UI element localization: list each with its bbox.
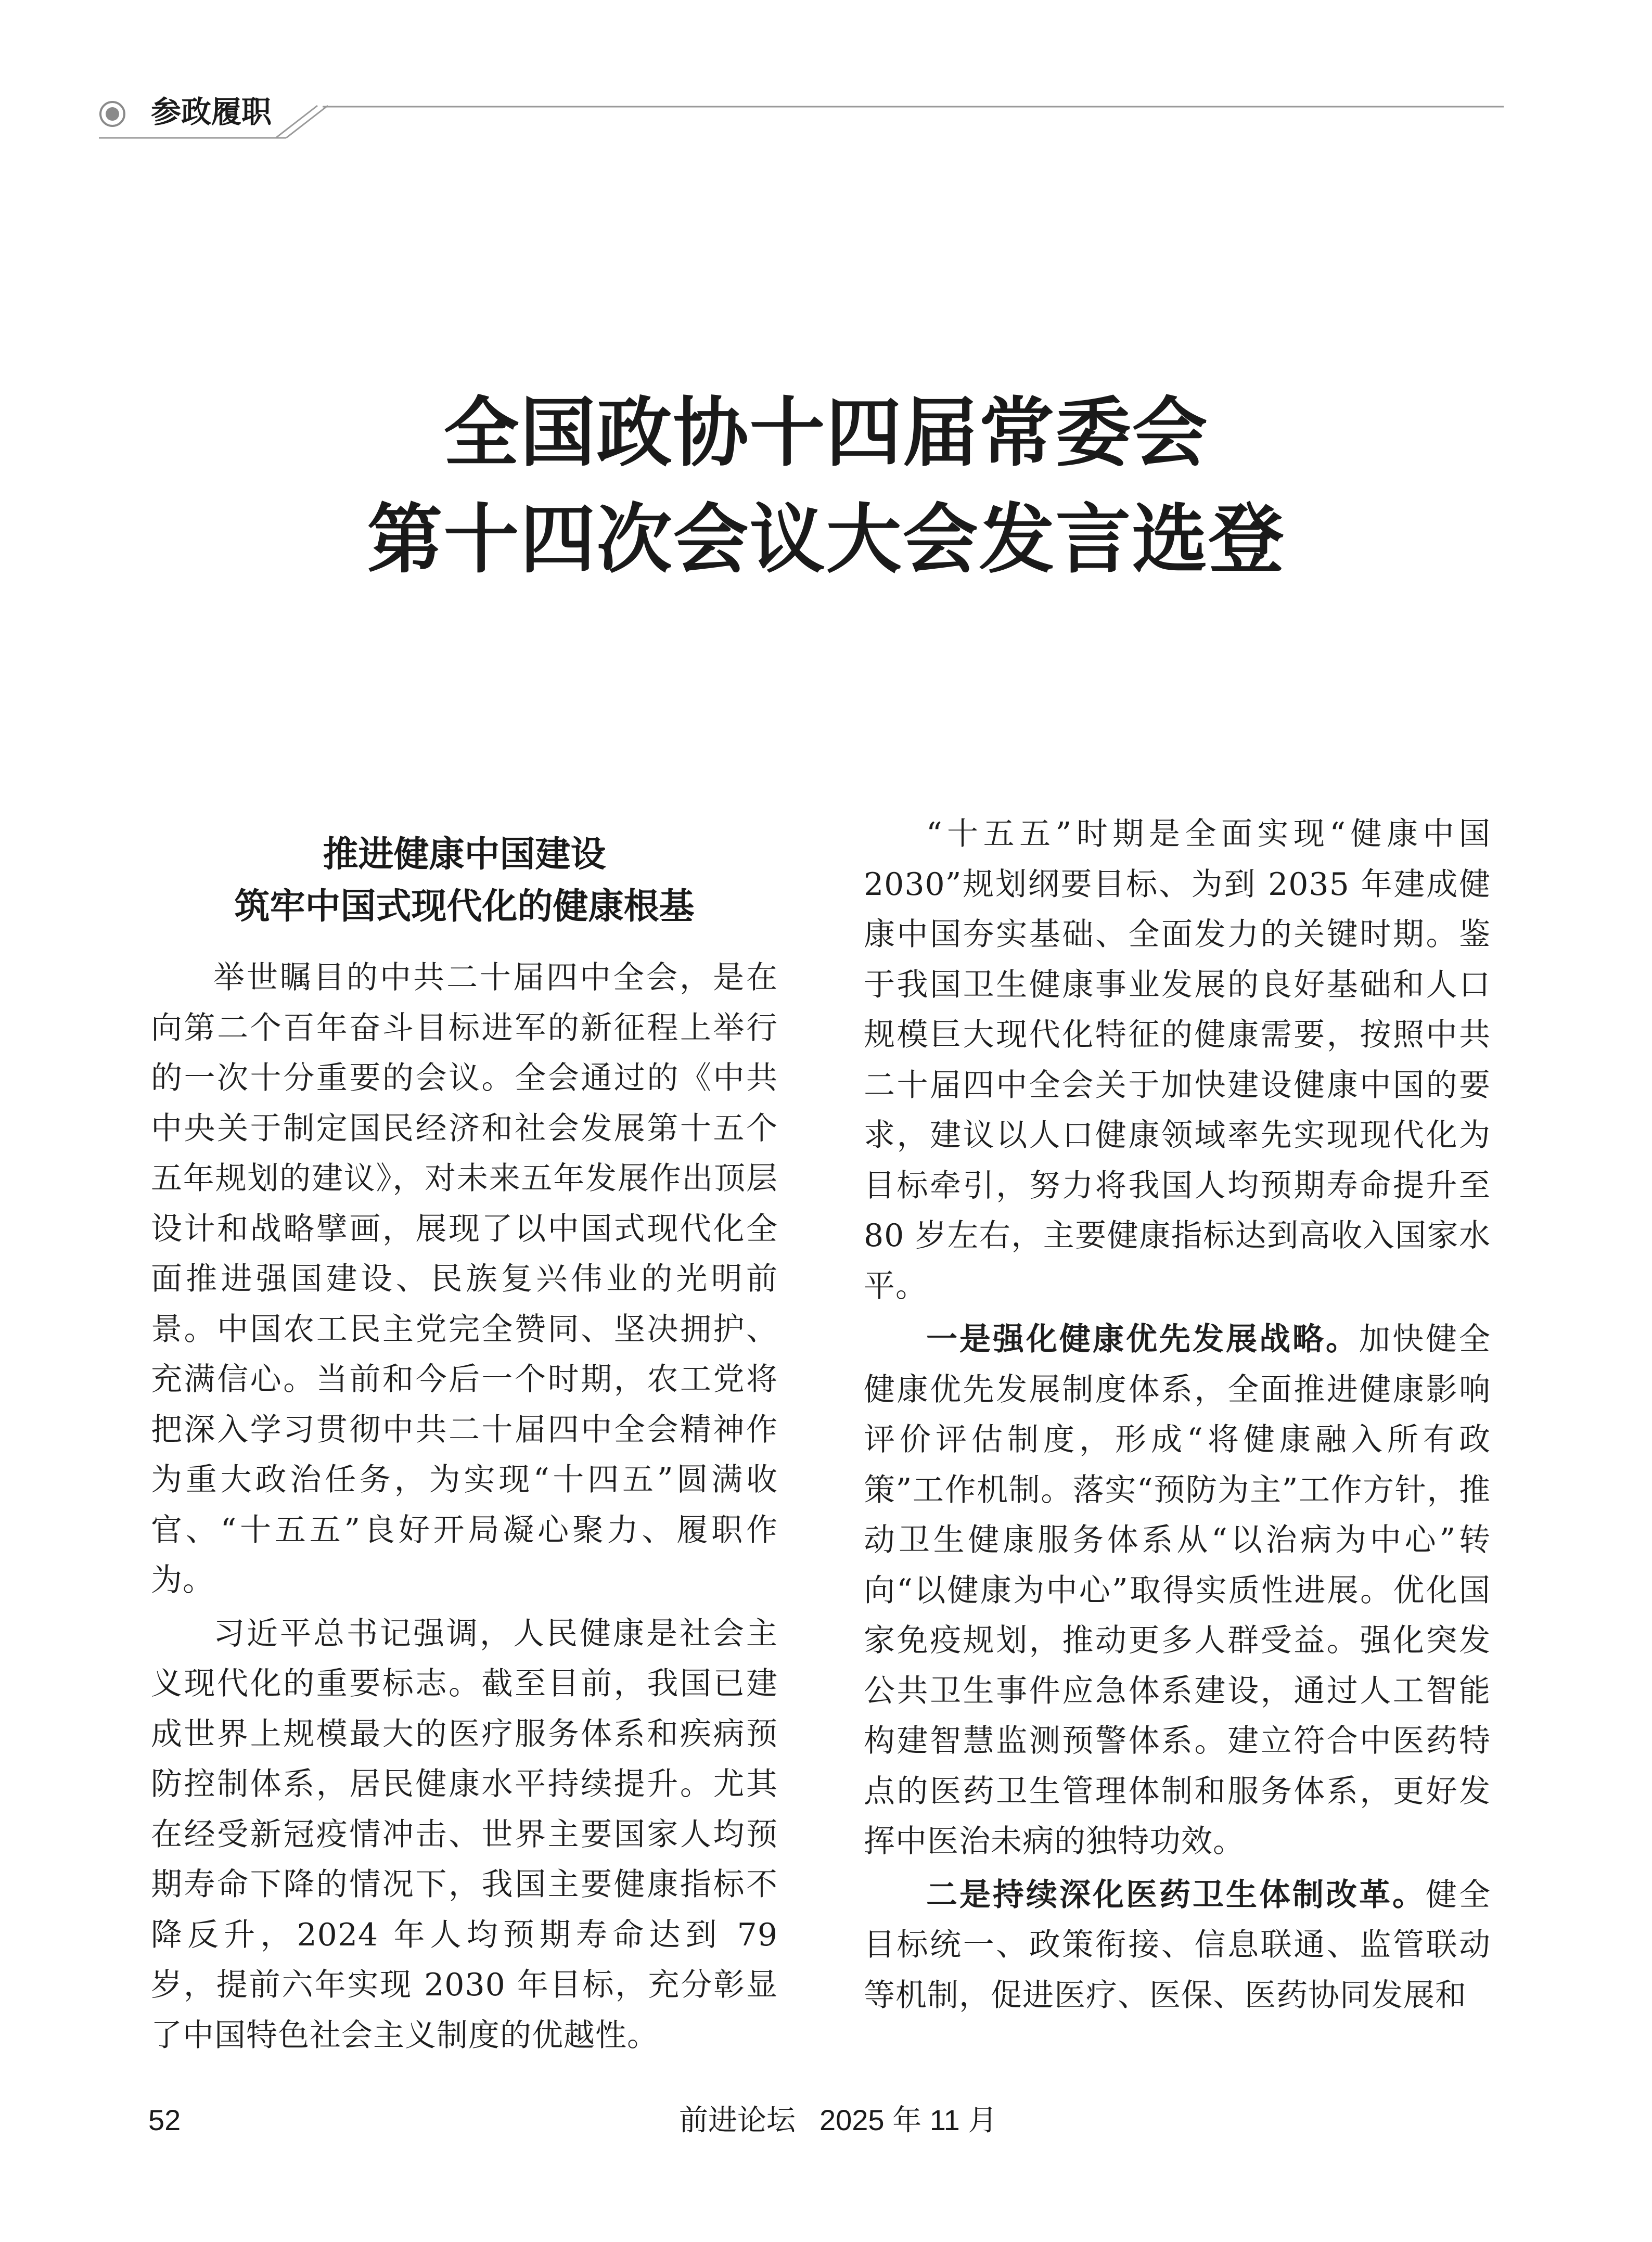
journal-name: 前进论坛 bbox=[679, 2104, 796, 2136]
paragraph-text: 习近平总书记强调，人民健康是社会主义现代化的重要标志。截至目前，我国已建成世界上规模最大的医疗服务体系和疾病预防控制体系，居民健康水平持续提升。尤其在经受新冠疫情冲击、世界主要国家人均预期寿命下降的情况下，我国主要健康指标不降反升，2024 年人均预期寿命达到 79 岁，提前六年实现 2030 年目标，充分彰显了中国特色社会主义制度的优越性。 bbox=[151, 1615, 778, 2054]
article-title-line-1: 推进健康中国建设 bbox=[323, 834, 606, 875]
paragraph-text: 加快健全健康优先发展制度体系，全面推进健康影响评价评估制度，形成“将健康融入所有政策”工作机制。落实“预防为主”工作方针，推动卫生健康服务体系从“以治病为中心”转向“以健康为中心”取得实质性进展。优化国家免疫规划，推动更多人群受益。强化突发公共卫生事件应急体系建设，通过人工智能构建智慧监测预警体系。建立符合中医药特点的医药卫生管理体制和服务体系，更好发挥中医治未病的独特功效。 bbox=[864, 1321, 1491, 1860]
header-rule bbox=[99, 86, 1504, 143]
paragraph bbox=[864, 1870, 1491, 2021]
paragraph bbox=[864, 1314, 1491, 1867]
paragraph bbox=[151, 1609, 778, 2061]
paragraph-lead: 一是强化健康优先发展战略。 bbox=[926, 1321, 1359, 1357]
paragraph bbox=[151, 953, 778, 1606]
page-title bbox=[0, 380, 1652, 593]
page-title-line-1: 全国政协十四届常委会 bbox=[443, 389, 1209, 477]
page-number: 52 bbox=[148, 2104, 181, 2136]
section-label: 参政履职 bbox=[151, 94, 272, 130]
paragraph-text: “十五五”时期是全面实现“健康中国 2030”规划纲要目标、为到 2035 年建成健康中国夯实基础、全面发力的关键时期。鉴于我国卫生健康事业发展的良好基础和人口规模巨大现代化特征的健康需要，按照中共二十届四中全会关于加快建设健康中国的要求，建议以人口健康领域率先实现现代化为目标牵引，努力将我国人均预期寿命提升至 80 岁左右，主要健康指标达到高收入国家水平。 bbox=[864, 816, 1491, 1304]
right-column bbox=[864, 809, 1491, 2023]
issue-date: 2025 年 11 月 bbox=[819, 2104, 997, 2136]
page-title-line-2: 第十四次会议大会发言选登 bbox=[367, 496, 1285, 584]
article-title-line-2: 筑牢中国式现代化的健康根基 bbox=[234, 886, 695, 927]
left-column bbox=[151, 809, 778, 2064]
paragraph-lead: 二是持续深化医药卫生体制改革。 bbox=[926, 1876, 1426, 1913]
paragraph-text: 健全目标统一、政策衔接、信息联通、监管联动等机制，促进医疗、医保、医药协同发展和 bbox=[864, 1876, 1491, 2014]
article-title bbox=[151, 829, 778, 933]
paragraph-text: 举世瞩目的中共二十届四中全会，是在向第二个百年奋斗目标进军的新征程上举行的一次十分重要的会议。全会通过的《中共中央关于制定国民经济和社会发展第十五个五年规划的建议》，对未来五年发展作出顶层设计和战略擘画，展现了以中国式现代化全面推进强国建设、民族复兴伟业的光明前景。中国农工民主党完全赞同、坚决拥护、充满信心。当前和今后一个时期，农工党将把深入学习贯彻中共二十届四中全会精神作为重大政治任务，为实现“十四五”圆满收官、“十五五”良好开局凝心聚力、履职作为。 bbox=[151, 959, 778, 1598]
circle-bullet-icon bbox=[99, 100, 126, 127]
paragraph bbox=[864, 809, 1491, 1311]
section-header bbox=[99, 86, 1504, 143]
